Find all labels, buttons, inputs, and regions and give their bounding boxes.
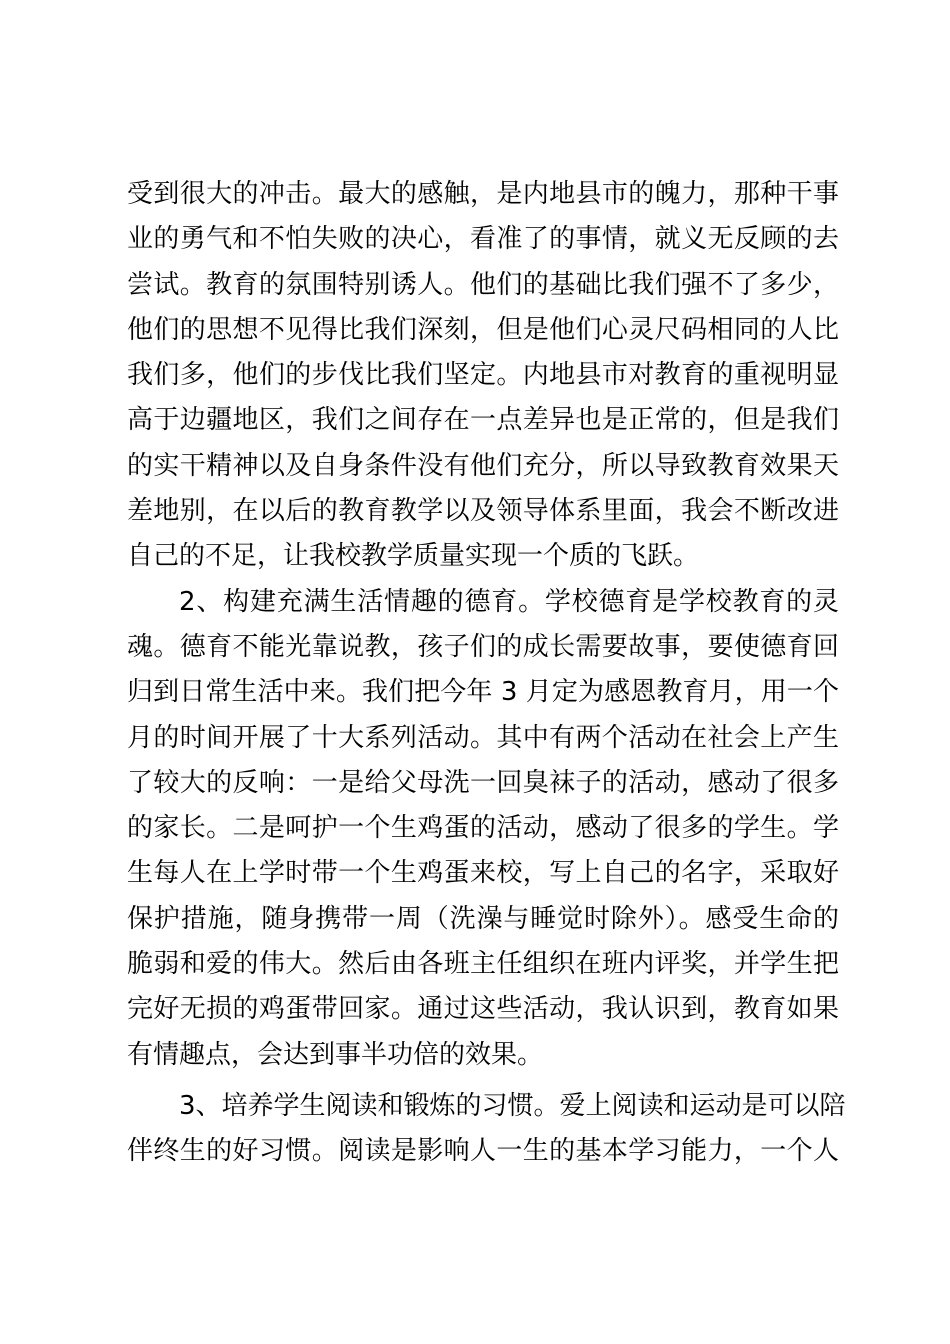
text-line: 尝试。教育的氛围特别诱人。他们的基础比我们强不了多少， (127, 269, 839, 300)
text-line: 的实干精神以及自身条件没有他们充分，所以导致教育效果天 (127, 450, 839, 481)
text-line: 了较大的反响：一是给父母洗一回臭袜子的活动，感动了很多 (127, 767, 839, 798)
text-line: 差地别，在以后的教育教学以及领导体系里面，我会不断改进 (127, 496, 839, 527)
text-line: 的家长。二是呵护一个生鸡蛋的活动，感动了很多的学生。学 (127, 813, 839, 844)
text-line: 2、构建充满生活情趣的德育。学校德育是学校教育的灵 (179, 586, 839, 617)
paragraph-2 (127, 580, 839, 1078)
text-line: 完好无损的鸡蛋带回家。通过这些活动，我认识到，教育如果 (127, 994, 839, 1025)
text-line: 魂。德育不能光靠说教，孩子们的成长需要故事，要使德育回 (127, 631, 839, 662)
text-line: 有情趣点，会达到事半功倍的效果。 (127, 1039, 544, 1070)
text-line: 归到日常生活中来。我们把今年 3 月定为感恩教育月，用一个 (127, 677, 839, 708)
text-line: 高于边疆地区，我们之间存在一点差异也是正常的，但是我们 (127, 405, 839, 436)
text-line: 他们的思想不见得比我们深刻，但是他们心灵尺码相同的人比 (127, 314, 839, 345)
paragraph-1 (127, 172, 839, 580)
text-line: 自己的不足，让我校教学质量实现一个质的飞跃。 (127, 541, 700, 572)
text-line: 受到很大的冲击。最大的感触，是内地县市的魄力，那种干事 (127, 179, 839, 209)
paragraph-3 (127, 1084, 846, 1175)
body-text (127, 172, 846, 1175)
text-line: 生每人在上学时带一个生鸡蛋来校，写上自己的名字，采取好 (127, 858, 839, 889)
text-line: 3、培养学生阅读和锻炼的习惯。爱上阅读和运动是可以陪 (179, 1090, 846, 1121)
text-line: 月的时间开展了十大系列活动。其中有两个活动在社会上产生 (127, 722, 839, 753)
text-line: 脆弱和爱的伟大。然后由各班主任组织在班内评奖，并学生把 (127, 949, 839, 980)
text-line: 业的勇气和不怕失败的决心，看准了的事情，就义无反顾的去 (127, 224, 839, 255)
text-line: 我们多，他们的步伐比我们坚定。内地县市对教育的重视明显 (127, 360, 839, 391)
text-line: 伴终生的好习惯。阅读是影响人一生的基本学习能力，一个人 (127, 1136, 839, 1167)
text-line: 保护措施，随身携带一周（洗澡与睡觉时除外）。感受生命的 (127, 903, 839, 934)
